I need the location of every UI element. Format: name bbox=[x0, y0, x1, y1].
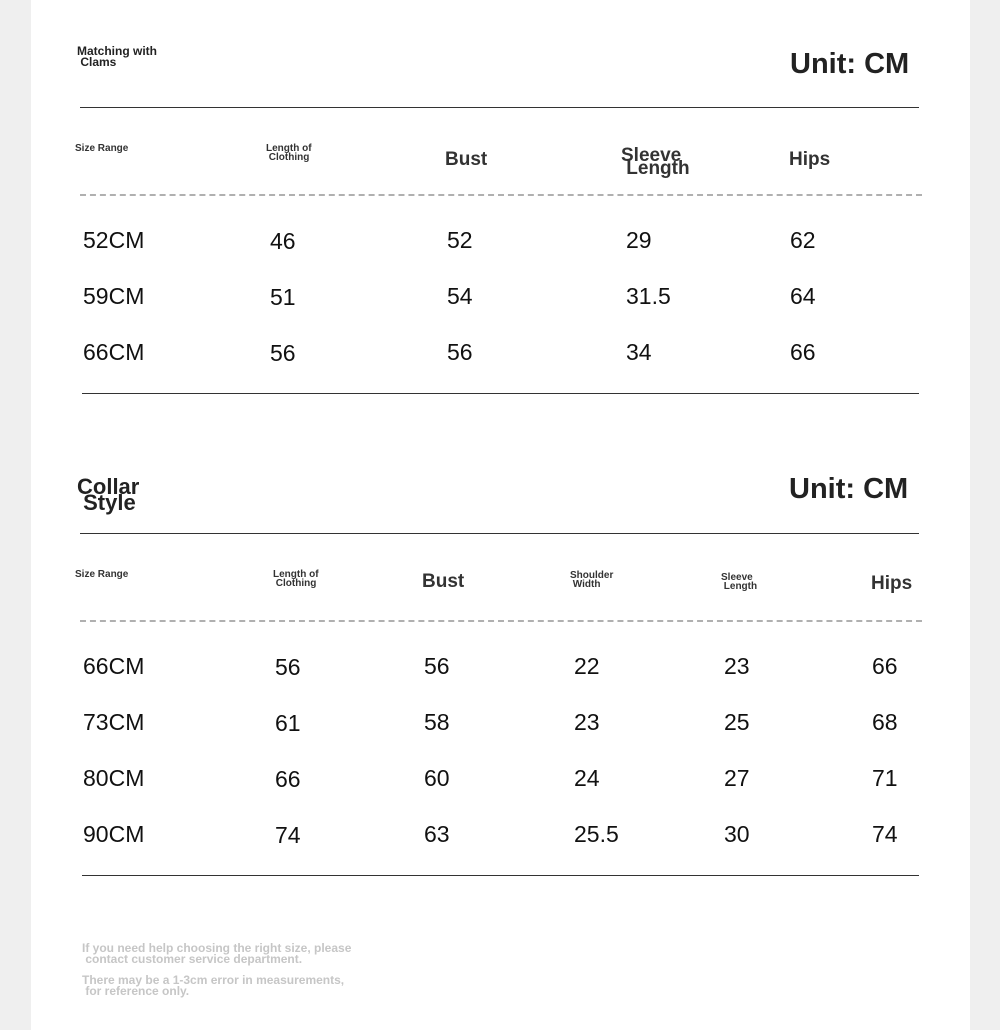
table-cell: 60 bbox=[424, 765, 450, 791]
table-cell: 66CM bbox=[83, 339, 145, 365]
table1-header-size-range: Size Range bbox=[75, 143, 129, 154]
table2-title: Collar Style bbox=[77, 474, 140, 515]
table-cell: 58 bbox=[424, 709, 450, 735]
table-cell: 31.5 bbox=[626, 283, 671, 309]
table1-bottom-rule bbox=[82, 393, 919, 394]
table2-header-length: Length of Clothing bbox=[273, 569, 319, 589]
table-cell: 25.5 bbox=[574, 821, 619, 847]
table-cell: 52 bbox=[447, 227, 473, 253]
table-cell: 66 bbox=[275, 766, 301, 792]
table-cell: 24 bbox=[574, 765, 600, 791]
table2-top-rule bbox=[80, 533, 919, 534]
table-cell: 23 bbox=[724, 653, 750, 679]
table-cell: 74 bbox=[275, 822, 301, 848]
table-cell: 56 bbox=[275, 654, 301, 680]
table-cell: 66 bbox=[872, 653, 898, 679]
table2-unit-label: Unit: CM bbox=[789, 473, 909, 505]
table-cell: 61 bbox=[275, 710, 301, 736]
table-cell: 73CM bbox=[83, 709, 145, 735]
table-cell: 66 bbox=[790, 339, 816, 365]
table-cell: 52CM bbox=[83, 227, 145, 253]
table1-header-length: Length of Clothing bbox=[266, 143, 312, 163]
table-cell: 74 bbox=[872, 821, 898, 847]
table-cell: 62 bbox=[790, 227, 816, 253]
table2-header-sleeve: Sleeve Length bbox=[721, 572, 758, 592]
table1-unit-label: Unit: CM bbox=[790, 48, 910, 80]
table1-header-sleeve: Sleeve Length bbox=[621, 145, 690, 179]
table1-title: Matching with Clams bbox=[77, 44, 157, 69]
table-cell: 56 bbox=[424, 653, 450, 679]
table-cell: 46 bbox=[270, 228, 296, 254]
table-cell: 90CM bbox=[83, 821, 145, 847]
table-cell: 68 bbox=[872, 709, 898, 735]
table1-header-hips: Hips bbox=[789, 149, 831, 170]
error-note: There may be a 1-3cm error in measurements, for reference only. bbox=[82, 973, 345, 998]
table-cell: 22 bbox=[574, 653, 600, 679]
table-cell: 56 bbox=[270, 340, 296, 366]
table2-header-shoulder: Shoulder Width bbox=[570, 570, 614, 590]
table-cell: 66CM bbox=[83, 653, 145, 679]
table-cell: 25 bbox=[724, 709, 750, 735]
table-cell: 23 bbox=[574, 709, 600, 735]
table-cell: 59CM bbox=[83, 283, 145, 309]
table2-header-divider bbox=[80, 620, 922, 622]
table-cell: 34 bbox=[626, 339, 652, 365]
table-cell: 29 bbox=[626, 227, 652, 253]
table-cell: 80CM bbox=[83, 765, 145, 791]
table-cell: 27 bbox=[724, 765, 750, 791]
table1-header-bust: Bust bbox=[445, 149, 488, 170]
table2-header-bust: Bust bbox=[422, 571, 465, 592]
table-cell: 54 bbox=[447, 283, 473, 309]
table2-header-size-range: Size Range bbox=[75, 569, 129, 580]
table1-header-divider bbox=[80, 194, 922, 196]
table-cell: 64 bbox=[790, 283, 816, 309]
table-cell: 56 bbox=[447, 339, 473, 365]
table2-bottom-rule bbox=[82, 875, 919, 876]
table2-header-hips: Hips bbox=[871, 573, 913, 594]
table-cell: 51 bbox=[270, 284, 296, 310]
help-note: If you need help choosing the right size, please contact customer service department. bbox=[82, 941, 352, 966]
table-cell: 71 bbox=[872, 765, 898, 791]
table-cell: 63 bbox=[424, 821, 450, 847]
table-cell: 30 bbox=[724, 821, 750, 847]
table1-top-rule bbox=[80, 107, 919, 108]
